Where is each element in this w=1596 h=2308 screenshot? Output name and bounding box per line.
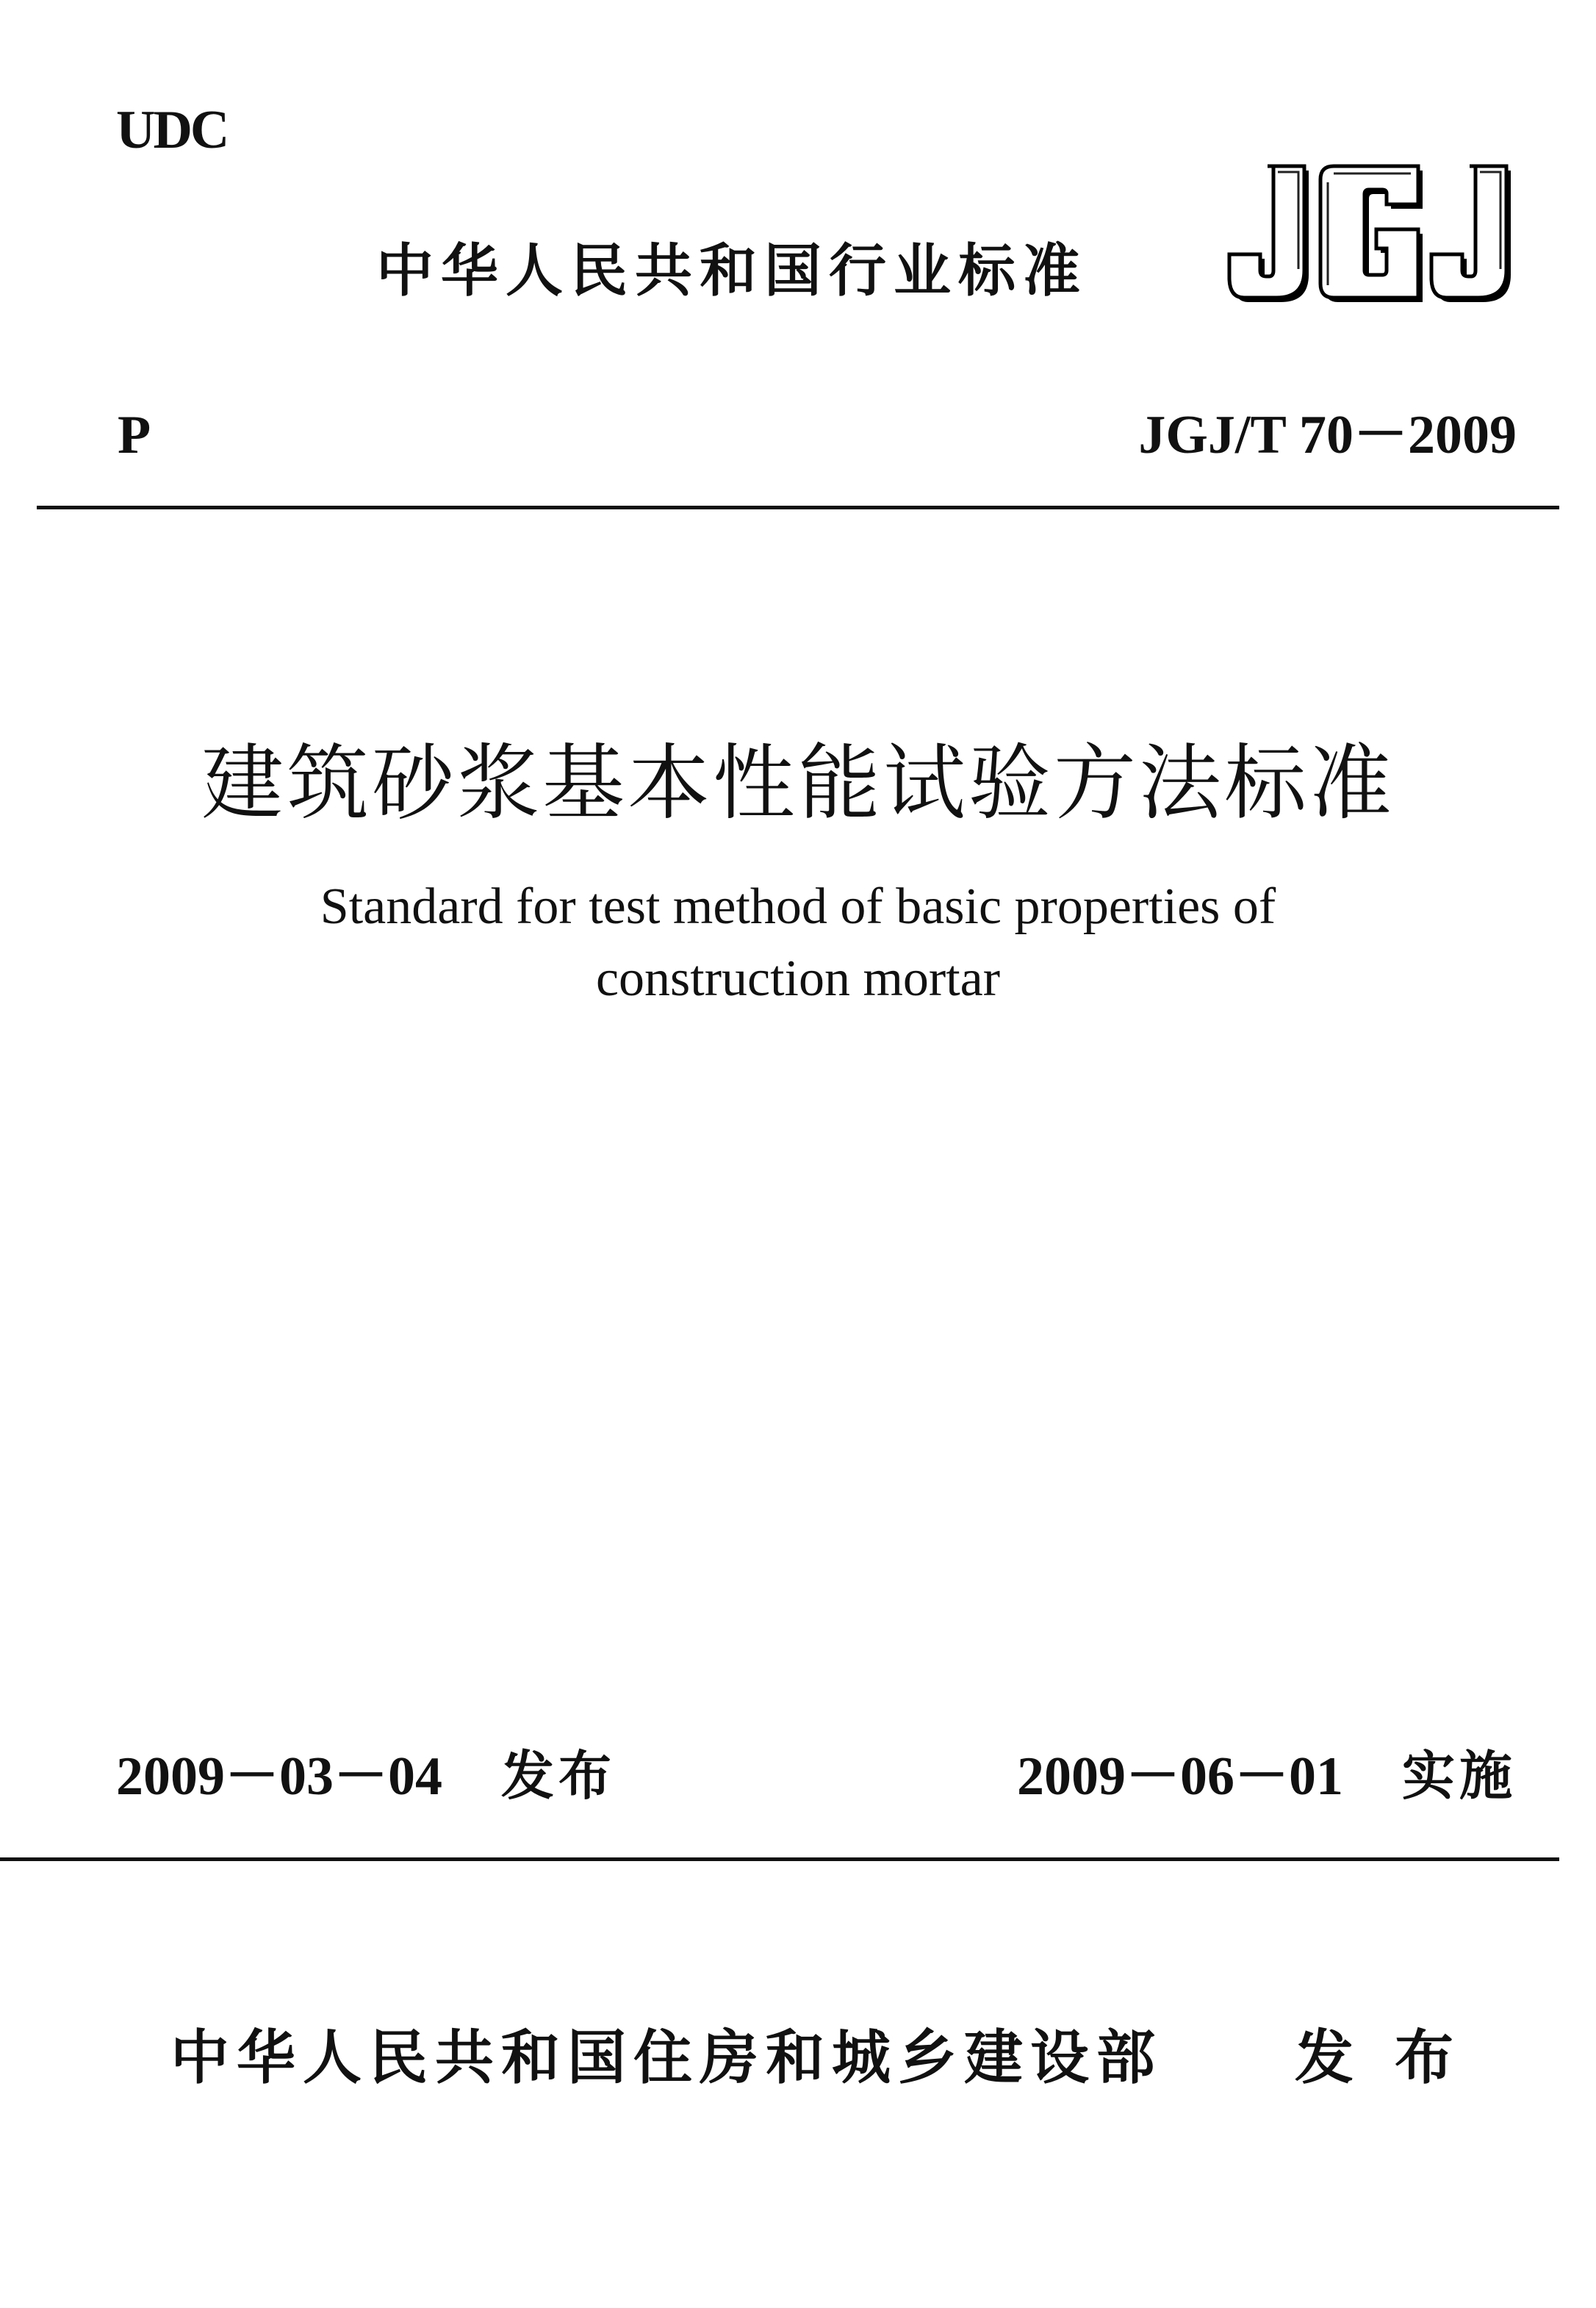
issue-label: 发布: [501, 1745, 617, 1807]
issue-date: 2009－03－04: [116, 1746, 442, 1807]
title-english-line2: construction mortar: [595, 950, 1001, 1007]
publisher-name: 中华人民共和国住房和城乡建设部: [170, 2024, 1162, 2092]
udc-label: UDC: [116, 100, 228, 160]
implement-date: 2009－06－01: [1016, 1746, 1343, 1807]
title-english: [0, 871, 1596, 1015]
jgj-logo: [1223, 160, 1521, 304]
top-divider: [37, 506, 1559, 509]
standard-number: JGJ/T 70－2009: [1138, 405, 1517, 465]
issue-date-row: [116, 1745, 617, 1807]
title-english-line1: Standard for test method of basic properties of: [320, 878, 1276, 935]
implement-label: 实施: [1401, 1745, 1517, 1807]
classification-code: P: [118, 405, 151, 465]
publish-label: 发布: [1295, 2024, 1495, 2092]
bottom-divider: [0, 1857, 1559, 1861]
title-chinese: 建筑砂浆基本性能试验方法标准: [201, 736, 1395, 831]
implement-date-row: [1016, 1745, 1517, 1807]
standard-kind: 中华人民共和国行业标准: [376, 238, 1088, 304]
